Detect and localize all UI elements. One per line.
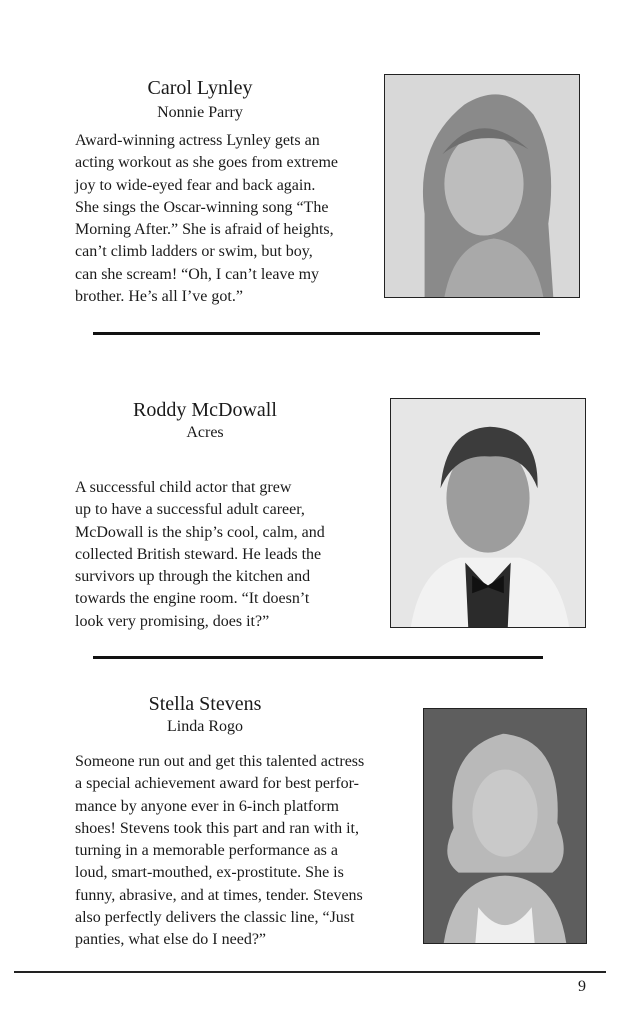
section-divider	[93, 656, 543, 659]
profile-role: Acres	[186, 424, 224, 441]
profile-name: Roddy McDowall	[133, 399, 277, 421]
portrait-photo	[384, 74, 580, 298]
portrait-photo	[390, 398, 586, 628]
profile-bio: Award-winning actress Lynley gets an acting workout as she goes from extreme joy to wide-eyed fear and back again. She sings the Oscar-winning song “The Morning After.” She is afraid of heights, can’t climb ladders or swim, but boy, can she scream! “Oh, I can’t leave my brother. He’s all I’ve got.”	[75, 132, 339, 306]
profile-name: Carol Lynley	[147, 77, 253, 99]
portrait-photo	[423, 708, 587, 944]
profile-bio: A successful child actor that grew up to have a successful adult career, McDowall is the ship’s cool, calm, and collected British steward. He leads the survivors up through the kitchen and towards the engine room. “It doesn’t look very promising, does it?”	[75, 479, 325, 630]
page-number: 9	[578, 978, 586, 995]
profile-role: Linda Rogo	[167, 718, 243, 735]
profile-bio: Someone run out and get this talented actress a special achievement award for best perfor- mance by anyone ever in 6-inch platform shoes! Stevens took this part and ran with it, turning in a memorable performance as a loud, smart-mouthed, ex-prostitute. She is funny, abrasive, and at times, tender. Stevens also perfectly delivers the classic line, “Just panties, what else do I need?”	[75, 753, 365, 949]
profile-role: Nonnie Parry	[157, 104, 243, 121]
profile-name: Stella Stevens	[148, 693, 262, 715]
footer-divider	[14, 971, 606, 973]
section-divider	[93, 332, 540, 335]
